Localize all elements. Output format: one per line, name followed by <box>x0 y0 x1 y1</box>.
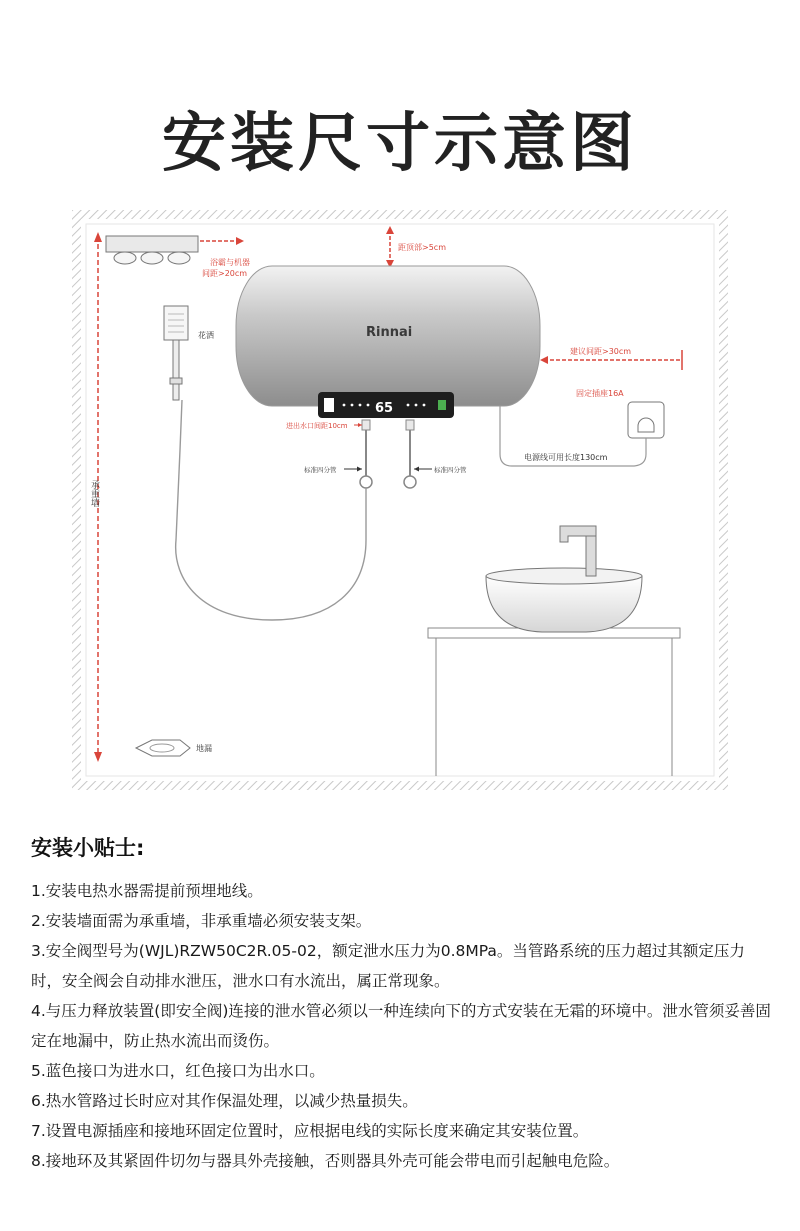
pipe-gap-arrow <box>354 423 362 427</box>
floor-drain-label: 地漏 <box>196 744 212 753</box>
side-distance-label: 建议间距>30cm <box>570 347 632 356</box>
tip-item: 2.安装墙面需为承重墙，非承重墙必须安装支架。 <box>31 912 372 930</box>
floor-drain-icon <box>136 740 190 756</box>
tip-item: 6.热水管路过长时应对其作保温处理，以减少热量损失。 <box>31 1092 418 1110</box>
tip-item: 5.蓝色接口为进水口，红色接口为出水口。 <box>31 1062 325 1080</box>
shower-head-icon <box>164 306 188 400</box>
pipe-gap-label: 进出水口间距10cm <box>286 422 348 430</box>
device-gap-label-2: 间距>20cm <box>202 269 248 278</box>
ceiling-distance-dimension <box>386 226 394 268</box>
tips-heading: 安装小贴士: <box>31 836 145 860</box>
tip-item: 8.接地环及其紧固件切勿与器具外壳接触，否则器具外壳可能会带电而引起触电危险。 <box>31 1152 620 1170</box>
tip-item: 1.安装电热水器需提前预埋地线。 <box>31 882 263 900</box>
tip-item: 4.与压力释放装置(即安全阀)连接的泄水管必须以一种连续向下的方式安装在无霜的环境中。泄水管须妥善固定在地漏中，防止热水流出而烫伤。 <box>31 1002 771 1050</box>
installation-diagram <box>72 210 728 790</box>
pipe-right-arrow <box>414 467 419 472</box>
bath-heater-icon <box>106 236 198 264</box>
pipe-left-arrow <box>357 467 362 472</box>
device-gap-label-1: 浴霸与机器 <box>210 258 250 267</box>
display-temperature: 65 <box>375 401 394 416</box>
page-title: 安装尺寸示意图 <box>162 107 638 181</box>
shower-hose <box>176 400 366 620</box>
shower-label: 花洒 <box>198 331 214 340</box>
pipe-right-label: 标准四分管 <box>434 466 467 474</box>
tip-item: 3.安全阀型号为(WJL)RZW50C2R.05-02，额定泄水压力为0.8MPa。当管路系统的压力超过其额定压力时，安全阀会自动排水泄压，泄水口有水流出，属正常现象。 <box>31 942 745 990</box>
tip-item: 7.设置电源插座和接地环固定位置时，应根据电线的实际长度来确定其安装位置。 <box>31 1122 589 1140</box>
water-heater <box>236 266 540 418</box>
brand-logo: Rinnai <box>366 325 413 340</box>
socket-icon <box>628 402 664 438</box>
pipes <box>360 420 416 488</box>
wall-label: 承重墙 <box>89 480 99 507</box>
installation-tips <box>31 832 771 1176</box>
ceiling-distance-label: 距顶部>5cm <box>398 243 446 252</box>
cord-length-label: 电源线可用长度130cm <box>524 453 608 462</box>
basin-icon <box>486 568 642 632</box>
socket-label: 固定插座16A <box>576 389 624 398</box>
pipe-left-label: 标准四分管 <box>304 466 337 474</box>
device-gap-dimension <box>200 237 244 245</box>
vanity-cabinet <box>428 628 680 776</box>
